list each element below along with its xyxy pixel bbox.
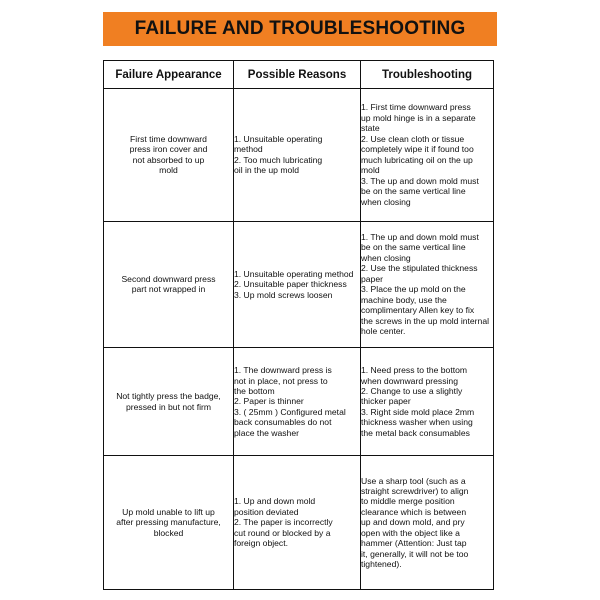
cell-text-line: not absorbed to up: [132, 154, 205, 165]
cell-text-line: not in place, not press to: [234, 375, 328, 386]
header-troubleshooting: Troubleshooting: [361, 61, 494, 89]
cell-text-line: 2. Change to use a slightly: [361, 386, 463, 396]
cell-text-line: 2. Too much lubricating: [234, 154, 323, 165]
header-failure-appearance: Failure Appearance: [104, 61, 234, 89]
cell-text-line: clearance which is between: [361, 506, 467, 517]
cell-text-line: Not tightly press the badge,: [116, 391, 221, 402]
cell-text-line: 3. ( 25mm ) Configured metal: [234, 406, 346, 417]
cell-text-line: the metal back consumables: [361, 427, 470, 438]
cell-text-line: pressed in but not firm: [125, 401, 212, 412]
table-row: [104, 221, 494, 348]
cell-text-line: completely wipe it if found too: [361, 144, 474, 155]
cell-text-line: position deviated: [234, 506, 299, 517]
header-possible-reasons: Possible Reasons: [234, 61, 361, 89]
cell-text-line: Use a sharp tool (such as a: [361, 475, 466, 486]
cell-text-line: tightened).: [361, 559, 402, 570]
cell-text-line: mold: [159, 165, 178, 176]
cell-text-line: part not wrapped in: [131, 284, 206, 295]
cell-text-line: method: [234, 144, 263, 155]
cell-text-line: machine body, use the: [361, 294, 447, 305]
possible-reasons-cell: [234, 348, 361, 456]
cell-text-line: 2. Use clean cloth or tissue: [361, 133, 465, 144]
cell-text-line: to middle merge position: [361, 496, 455, 507]
cell-text-line: 3. Right side mold place 2mm: [361, 406, 475, 417]
cell-text-line: hammer (Attention: Just tap: [361, 538, 467, 549]
cell-text-line: 3. Up mold screws loosen: [234, 289, 333, 300]
cell-text-line: the screws in the up mold internal: [361, 315, 490, 326]
cell-text-line: blocked: [153, 527, 184, 538]
possible-reasons-cell: [234, 89, 361, 222]
cell-text-line: Up mold unable to lift up: [122, 506, 215, 517]
cell-text-line: the bottom: [234, 386, 275, 396]
cell-text-line: be on the same vertical line: [361, 186, 466, 197]
cell-text-line: when downward pressing: [361, 375, 458, 386]
cell-text-line: back consumables do not: [234, 417, 332, 428]
cell-text-line: 1. The up and down mold must: [361, 231, 479, 242]
cell-text-line: complimentary Allen key to fix: [361, 305, 475, 316]
cell-text-line: after pressing manufacture,: [116, 517, 221, 528]
cell-text-line: up mold hinge is in a separate: [361, 112, 476, 123]
cell-text-line: it, generally, it will not be too: [361, 548, 469, 559]
cell-text-line: 1. Unsuitable operating: [234, 133, 323, 144]
cell-text-line: 1. Need press to the bottom: [361, 365, 468, 376]
cell-text-line: hole center.: [361, 326, 406, 337]
failure-appearance-cell: [104, 221, 234, 348]
cell-text-line: place the washer: [234, 427, 299, 438]
table-row: [104, 89, 494, 222]
cell-text-line: 3. Place the up mold on the: [361, 284, 466, 295]
cell-text-line: thickness washer when using: [361, 417, 473, 428]
cell-text-line: oil in the up mold: [234, 165, 299, 176]
title-banner: [103, 12, 497, 46]
cell-text-line: open with the object like a: [361, 527, 460, 538]
cell-text-line: press iron cover and: [129, 144, 208, 155]
cell-text-line: paper: [361, 273, 383, 284]
possible-reasons-cell: [234, 221, 361, 348]
page-title: FAILURE AND TROUBLESHOOTING: [134, 18, 466, 39]
cell-text-line: 2. Use the stipulated thickness: [361, 263, 478, 274]
troubleshooting-cell: [361, 221, 494, 348]
cell-text-line: 1. The downward press is: [234, 365, 332, 376]
cell-text-line: foreign object.: [234, 538, 288, 549]
possible-reasons-cell: [234, 456, 361, 590]
cell-text-line: state: [361, 123, 380, 134]
failure-appearance-cell: [104, 348, 234, 456]
failure-appearance-cell: [104, 89, 234, 222]
table-row: [104, 456, 494, 590]
troubleshooting-cell: [361, 89, 494, 222]
cell-text-line: 1. Up and down mold: [234, 496, 316, 507]
troubleshooting-cell: [361, 348, 494, 456]
cell-text-line: 3. The up and down mold must: [361, 175, 479, 186]
cell-text-line: thicker paper: [361, 396, 411, 407]
table-row: [104, 348, 494, 456]
cell-text-line: cut round or blocked by a: [234, 527, 331, 538]
troubleshooting-cell: [361, 456, 494, 590]
failure-appearance-cell: [104, 456, 234, 590]
cell-text-line: 2. The paper is incorrectly: [234, 517, 333, 528]
cell-text-line: straight screwdriver) to align: [361, 485, 469, 496]
table-header-row: [104, 61, 494, 89]
cell-text-line: mold: [361, 165, 380, 176]
cell-text-line: 1. Unsuitable operating method: [234, 268, 354, 279]
cell-text-line: 1. First time downward press: [361, 102, 471, 113]
cell-text-line: when closing: [361, 252, 411, 263]
troubleshooting-table: [103, 60, 494, 590]
cell-text-line: 2. Unsuitable paper thickness: [234, 279, 347, 290]
cell-text-line: be on the same vertical line: [361, 242, 466, 253]
cell-text-line: when closing: [361, 196, 411, 207]
cell-text-line: Second downward press: [121, 273, 216, 284]
cell-text-line: up and down mold, and pry: [361, 517, 465, 528]
cell-text-line: 2. Paper is thinner: [234, 396, 304, 407]
cell-text-line: First time downward: [130, 133, 207, 144]
cell-text-line: much lubricating oil on the up: [361, 154, 473, 165]
